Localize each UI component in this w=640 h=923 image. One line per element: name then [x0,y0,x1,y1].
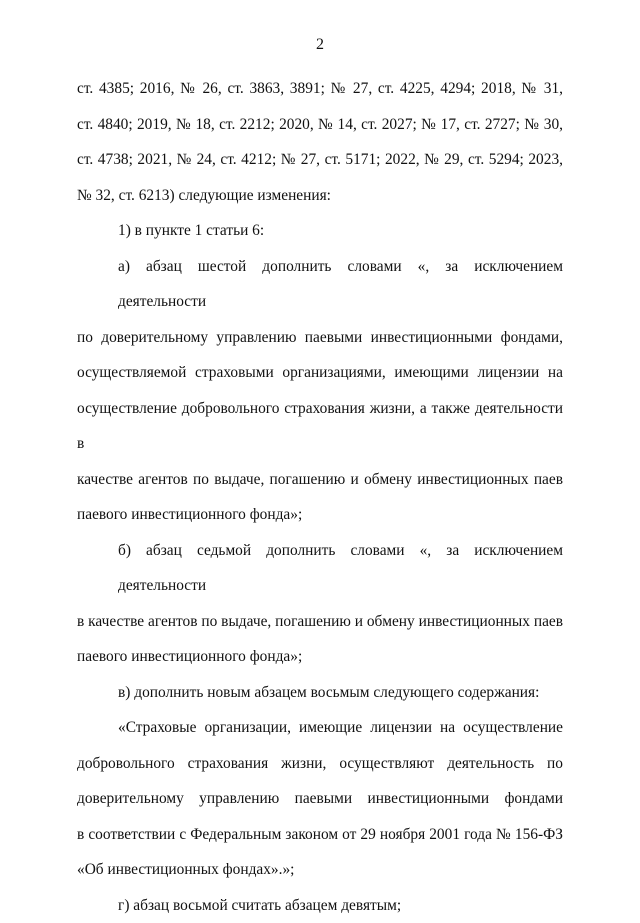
text-line: а) абзац шестой дополнить словами «, за исключением деятельности [77,249,563,320]
text-line: по доверительному управлению паевыми инвестиционными фондами, [77,320,563,356]
text-line: в качестве агентов по выдаче, погашению и обмену инвестиционных паев [77,604,563,640]
text-line: 1) в пункте 1 статьи 6: [77,213,563,249]
text-line: осуществление добровольного страхования жизни, а также деятельности в [77,391,563,462]
text-line: паевого инвестиционного фонда»; [77,497,563,533]
text-line: в) дополнить новым абзацем восьмым следующего содержания: [77,675,563,711]
text-line: доверительному управлению паевыми инвестиционными фондами [77,781,563,817]
text-line: ст. 4840; 2019, № 18, ст. 2212; 2020, № 14, ст. 2027; № 17, ст. 2727; № 30, [77,107,563,143]
text-line: в соответствии с Федеральным законом от 29 ноября 2001 года № 156-ФЗ [77,817,563,853]
text-line: ст. 4738; 2021, № 24, ст. 4212; № 27, ст. 5171; 2022, № 29, ст. 5294; 2023, [77,142,563,178]
text-line: «Страховые организации, имеющие лицензии на осуществление [77,710,563,746]
text-line: качестве агентов по выдаче, погашению и обмену инвестиционных паев [77,462,563,498]
text-line: добровольного страхования жизни, осуществляют деятельность по [77,746,563,782]
page-number: 2 [0,36,640,54]
text-line: № 32, ст. 6213) следующие изменения: [77,178,563,214]
text-line: г) абзац восьмой считать абзацем девятым; [77,888,563,923]
document-body [77,71,563,923]
text-line: осуществляемой страховыми организациями, имеющими лицензии на [77,355,563,391]
text-line: «Об инвестиционных фондах».»; [77,852,563,888]
text-line: б) абзац седьмой дополнить словами «, за исключением деятельности [77,533,563,604]
text-line: ст. 4385; 2016, № 26, ст. 3863, 3891; № 27, ст. 4225, 4294; 2018, № 31, [77,71,563,107]
text-line: паевого инвестиционного фонда»; [77,639,563,675]
